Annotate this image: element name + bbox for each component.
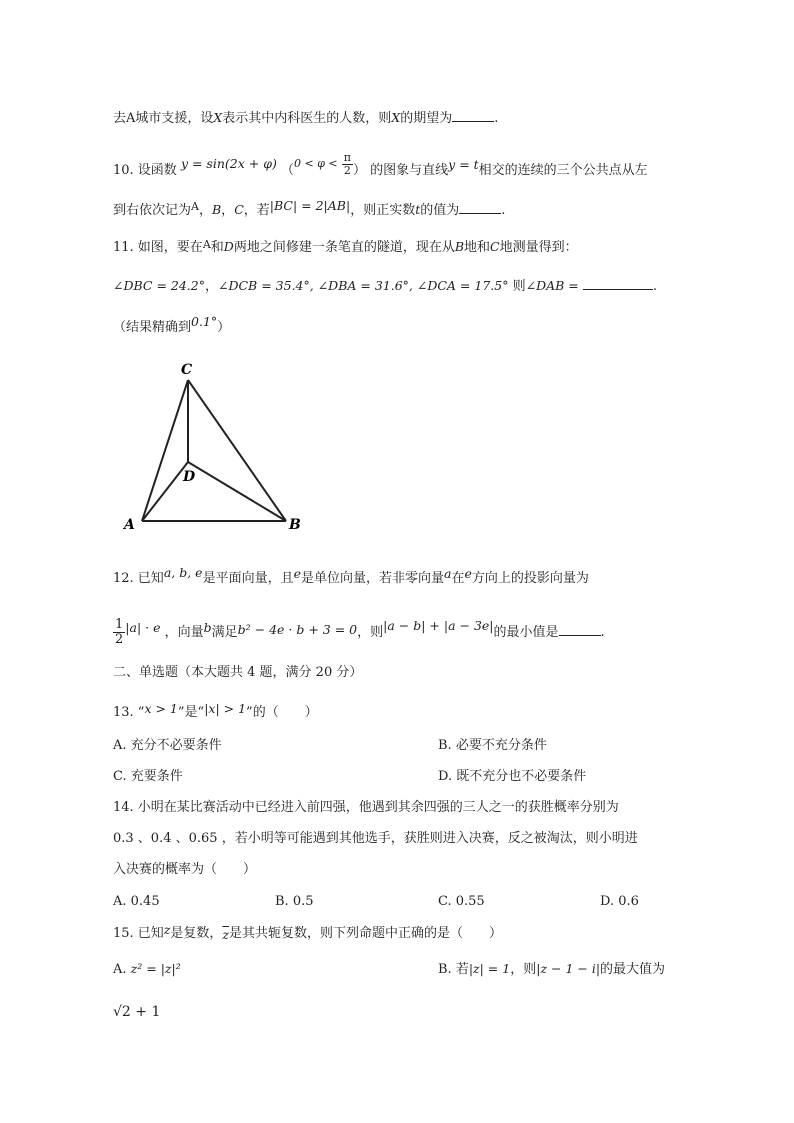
point-A: A	[191, 200, 199, 213]
q12-line-1	[113, 565, 589, 588]
q13-text: 13. “	[113, 705, 145, 720]
angle-DAB: ∠DAB =	[525, 278, 579, 293]
angle-DBC: ∠DBC = 24.2°	[113, 278, 205, 293]
q15-text: 的最大值为	[600, 962, 666, 977]
q10-text: ，则正实数	[350, 203, 416, 218]
q12-expression: |a − b| + |a − 3e|	[383, 618, 494, 633]
q10-end: .	[501, 203, 506, 218]
q12-text: 满足	[211, 625, 238, 640]
q9-end: .	[494, 111, 499, 126]
answer-blank	[559, 622, 601, 636]
var-z-conjugate: $\overline{z}$	[222, 927, 230, 942]
frac-den: 2	[343, 164, 351, 177]
edge-DB	[188, 462, 286, 521]
pi-over-two	[342, 152, 353, 177]
q10-line-1	[113, 151, 648, 183]
edge-DA	[142, 462, 188, 521]
q13-option-b[interactable]: B. 必要不充分条件	[438, 738, 547, 753]
q15-b-answer: √2 + 1	[113, 1004, 161, 1020]
label-A: A	[124, 517, 135, 533]
q15-b-cond: |z| = 1	[468, 961, 511, 976]
q11-line-2	[113, 276, 657, 296]
var-z: z	[163, 922, 171, 937]
q10-condition: 0 < φ <	[293, 157, 338, 170]
sep: ，	[198, 203, 212, 218]
paren: （	[280, 163, 294, 178]
q12-text: 方向上的投影向量为	[471, 571, 589, 586]
paren: ）	[352, 163, 366, 178]
point-A: A	[202, 238, 211, 251]
section-heading: 二、单选题（本大题共 4 题，满分 20 分）	[113, 665, 363, 680]
q14-option-a[interactable]: A. 0.45	[113, 894, 160, 909]
q11-text: 和	[210, 240, 224, 255]
q12-equation: b² − 4e · b + 3 = 0	[237, 622, 358, 637]
sep: ，	[221, 203, 235, 218]
vector-e: e	[293, 566, 301, 581]
condition-1: x > 1	[144, 701, 178, 716]
q12-text: 是平面向量，且	[202, 571, 294, 586]
vector-a: a	[444, 566, 452, 581]
q11-text: 地测量得到：	[499, 240, 578, 255]
label-C: C	[181, 362, 193, 378]
q10-equation: |BC| = 2|AB|	[269, 198, 351, 213]
q10-text: ，若	[243, 203, 270, 218]
q14-option-b[interactable]: B. 0.5	[275, 894, 314, 909]
q12-text: 的最小值是	[493, 625, 559, 640]
q9-text: 表示其中内科医生的人数，则	[222, 111, 392, 126]
figure-lines	[142, 380, 286, 521]
q10-function: y = sin(2x + φ)	[180, 156, 277, 171]
q13-option-d[interactable]: D. 既不充分也不必要条件	[438, 769, 587, 784]
q11-note	[113, 314, 231, 337]
q13-stem	[113, 703, 318, 722]
label-D: D	[183, 469, 196, 485]
q15-stem	[113, 924, 502, 943]
edge-CB	[188, 380, 286, 521]
q15-text: B. 若	[438, 962, 469, 977]
q12-text: ，则	[357, 625, 384, 640]
q13-text: ”的（ ）	[246, 705, 318, 720]
q12-line-2	[113, 618, 605, 647]
q12-text: 在	[451, 571, 465, 586]
q10-line-2	[113, 200, 505, 220]
q12-text: 是单位向量，若非零向量	[300, 571, 444, 586]
vectors-abe: a, b, e	[163, 565, 203, 580]
q10-text: 的值为	[420, 203, 460, 218]
point-D: D	[223, 239, 234, 254]
q12-text: 12. 已知	[113, 571, 164, 586]
q13-option-c[interactable]: C. 充要条件	[113, 769, 183, 784]
one-half	[113, 618, 125, 647]
angles-given: ∠DCB = 35.4°, ∠DBA = 31.6°, ∠DCA = 17.5°	[218, 278, 509, 293]
q9-text: 的期望为	[400, 111, 453, 126]
q14-option-d[interactable]: D. 0.6	[600, 894, 639, 909]
q9-tail-line	[113, 108, 498, 128]
precision-value: 0.1°	[191, 314, 218, 329]
q15-option-a[interactable]	[113, 960, 181, 979]
q9-text: 去A城市支援，设	[113, 111, 214, 126]
q10-text: 相交的连续的三个公共点从左	[478, 163, 648, 178]
condition-2: |x| > 1	[204, 701, 247, 716]
q11-line-1	[113, 238, 578, 257]
option-label: A.	[113, 962, 127, 977]
q10-text: 到右依次记为	[113, 203, 192, 218]
edge-CA	[142, 380, 188, 521]
q9-var: X	[391, 110, 401, 125]
vector-b: b	[203, 620, 212, 635]
q13-option-a[interactable]: A. 充分不必要条件	[113, 738, 222, 753]
tetrahedron-figure	[118, 355, 318, 540]
q15-a-expr: z² = |z|²	[130, 961, 181, 976]
q12-text: ，向量	[164, 625, 204, 640]
frac-num: 1	[115, 617, 124, 632]
q10-number: 10. 设函数	[113, 163, 177, 178]
q15-b-expr: |z − 1 − i|	[536, 961, 601, 976]
frac-den: 2	[115, 632, 124, 647]
q14-line-3: 入决赛的概率为（ ）	[113, 862, 257, 877]
q11-text: 两地之间修建一条笔直的隧道，现在从	[233, 240, 455, 255]
projection-expr: |a| · e	[125, 620, 161, 635]
q11-end: .	[652, 279, 658, 294]
q15-text: 15. 已知	[113, 926, 164, 941]
sep: ，	[204, 279, 218, 294]
q14-line-1: 14. 小明在某比赛活动中已经进入前四强，他遇到其余四强的三人之一的获胜概率分别为	[113, 800, 619, 815]
answer-blank	[583, 276, 653, 290]
q15-option-b[interactable]	[438, 960, 665, 979]
q11-text: 则	[512, 279, 526, 294]
q14-line-2: 0.3 、0.4 、0.65 ，若小明等可能遇到其他选手，获胜则进入决赛，反之被淘汰，则小明进	[113, 831, 638, 846]
q11-text: 11. 如图，要在	[113, 240, 203, 255]
point-B: B	[454, 239, 465, 254]
q15-text: ，则	[510, 962, 537, 977]
q14-option-c[interactable]: C. 0.55	[438, 894, 485, 909]
q15-text: 是复数，	[170, 926, 223, 941]
point-C: C	[490, 239, 500, 254]
q10-text: 的图象与直线	[370, 163, 449, 178]
label-B: B	[289, 517, 301, 533]
answer-blank	[459, 200, 501, 214]
q11-text: 地和	[464, 240, 491, 255]
point-C: C	[234, 202, 244, 217]
point-B: B	[211, 202, 222, 217]
q15-text: 是其共轭复数，则下列命题中正确的是（ ）	[229, 926, 503, 941]
vector-e: e	[464, 566, 472, 581]
q9-var: X	[213, 110, 223, 125]
var-t: t	[415, 202, 421, 217]
q11-note-text: （结果精确到	[113, 320, 192, 335]
frac-num: π	[343, 151, 351, 164]
answer-blank	[452, 108, 494, 122]
q13-text: ”是“	[177, 705, 205, 720]
q11-note-text: ）	[217, 320, 231, 335]
q12-end: .	[600, 625, 605, 640]
q10-line-eq: y = t	[448, 157, 479, 172]
